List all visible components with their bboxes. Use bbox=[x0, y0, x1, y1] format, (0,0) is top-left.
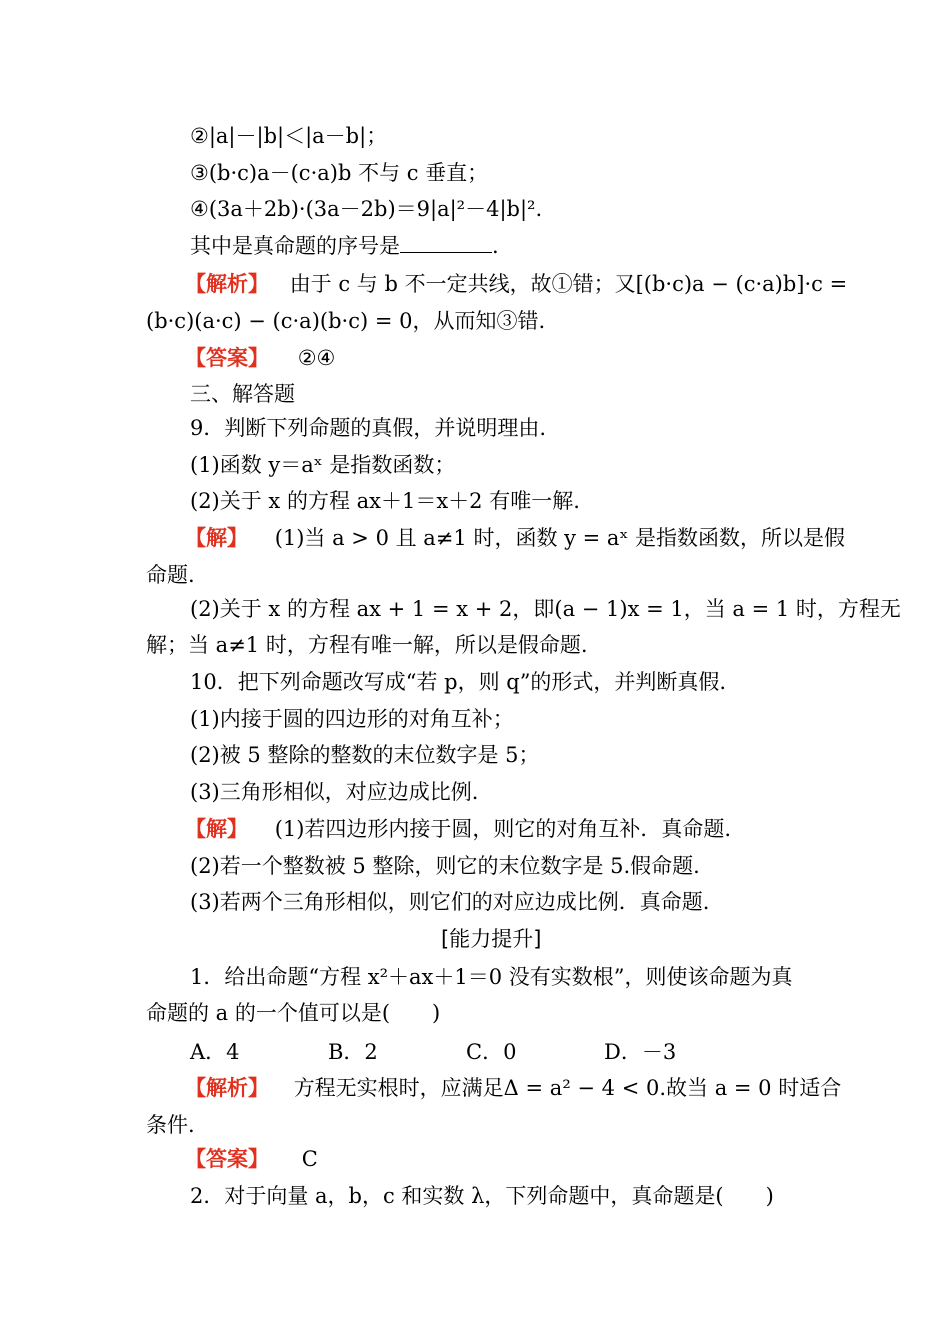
q10-item-3: (3)三角形相似，对应边成比例. bbox=[190, 780, 479, 804]
p1-answer-line bbox=[185, 1144, 318, 1174]
q9-item-1: (1)函数 y＝aˣ 是指数函数； bbox=[190, 453, 456, 477]
option-b: B．2 bbox=[328, 1040, 378, 1064]
p1-analysis-line-1 bbox=[185, 1073, 841, 1103]
p1-stem-line-1: 1．给出命题“方程 x²＋ax＋1＝0 没有实数根”，则使该命题为真 bbox=[190, 965, 793, 989]
q9-solution-line-3: (2)关于 x 的方程 ax + 1 = x + 2，即(a − 1)x = 1，当 a = 1 时，方程无 bbox=[190, 597, 901, 621]
q10-solution-line-3: (3)若两个三角形相似，则它们的对应边成比例．真命题. bbox=[190, 890, 710, 914]
q9-solution-line-2: 命题. bbox=[146, 563, 195, 587]
q10-solution-text-1: (1)若四边形内接于圆，则它的对角互补．真命题. bbox=[274, 817, 732, 841]
q8-prompt bbox=[190, 231, 499, 261]
q8-analysis-line-2: (b·c)(a·c) − (c·a)(b·c) = 0，从而知③错. bbox=[146, 309, 546, 333]
answer-tag: 【答案】 bbox=[185, 1147, 269, 1171]
q9-solution-text-1: (1)当 a > 0 且 a≠1 时，函数 y = aˣ 是指数函数，所以是假 bbox=[274, 526, 846, 550]
option-c: C．0 bbox=[466, 1040, 517, 1064]
p1-stem-line-2: 命题的 a 的一个值可以是( ) bbox=[146, 1001, 441, 1025]
q8-prompt-text: 其中是真命题的序号是 bbox=[190, 234, 400, 258]
answer-tag: 【答案】 bbox=[185, 346, 269, 370]
q10-solution-line-2: (2)若一个整数被 5 整除，则它的末位数字是 5.假命题. bbox=[190, 854, 700, 878]
q9-solution-line-1 bbox=[185, 523, 845, 553]
q10-solution-line-1 bbox=[185, 814, 731, 844]
q10-stem: 10．把下列命题改写成“若 p，则 q”的形式，并判断真假. bbox=[190, 670, 727, 694]
solution-tag: 【解】 bbox=[185, 817, 248, 841]
q9-item-2: (2)关于 x 的方程 ax＋1＝x＋2 有唯一解. bbox=[190, 489, 580, 513]
p2-stem: 2．对于向量 a，b，c 和实数 λ，下列命题中，真命题是( ) bbox=[190, 1184, 774, 1208]
ability-section-title: [能力提升] bbox=[441, 927, 542, 951]
analysis-tag: 【解析】 bbox=[185, 1076, 269, 1100]
q8-item-2: ②|a|－|b|＜|a－b|； bbox=[190, 124, 388, 148]
p1-analysis-text-1: 方程无实根时，应满足Δ = a² − 4 < 0.故当 a = 0 时适合 bbox=[293, 1076, 842, 1100]
q8-answer-line bbox=[185, 343, 335, 373]
q10-item-2: (2)被 5 整除的整数的末位数字是 5； bbox=[190, 743, 540, 767]
p1-answer: C bbox=[301, 1147, 318, 1171]
q8-item-4: ④(3a＋2b)·(3a－2b)＝9|a|²－4|b|². bbox=[190, 197, 543, 221]
analysis-tag: 【解析】 bbox=[185, 272, 269, 296]
q9-solution-line-4: 解；当 a≠1 时，方程有唯一解，所以是假命题. bbox=[146, 633, 588, 657]
q8-item-3: ③(b·c)a－(c·a)b 不与 c 垂直； bbox=[190, 161, 489, 185]
solution-tag: 【解】 bbox=[185, 526, 248, 550]
section-3-title: 三、解答题 bbox=[190, 382, 295, 406]
option-a: A．4 bbox=[190, 1040, 240, 1064]
p1-analysis-line-2: 条件. bbox=[146, 1113, 195, 1137]
q8-answer: ②④ bbox=[297, 346, 336, 370]
q10-item-1: (1)内接于圆的四边形的对角互补； bbox=[190, 707, 514, 731]
q8-prompt-end: . bbox=[492, 234, 499, 258]
q8-analysis-line-1 bbox=[185, 269, 847, 299]
answer-blank bbox=[400, 232, 492, 253]
option-d: D．－3 bbox=[604, 1040, 677, 1064]
q9-stem: 9．判断下列命题的真假，并说明理由. bbox=[190, 416, 547, 440]
q8-analysis-text-1: 由于 c 与 b 不一定共线，故①错；又[(b·c)a − (c·a)b]·c = bbox=[289, 272, 848, 296]
p1-options bbox=[190, 1037, 676, 1067]
